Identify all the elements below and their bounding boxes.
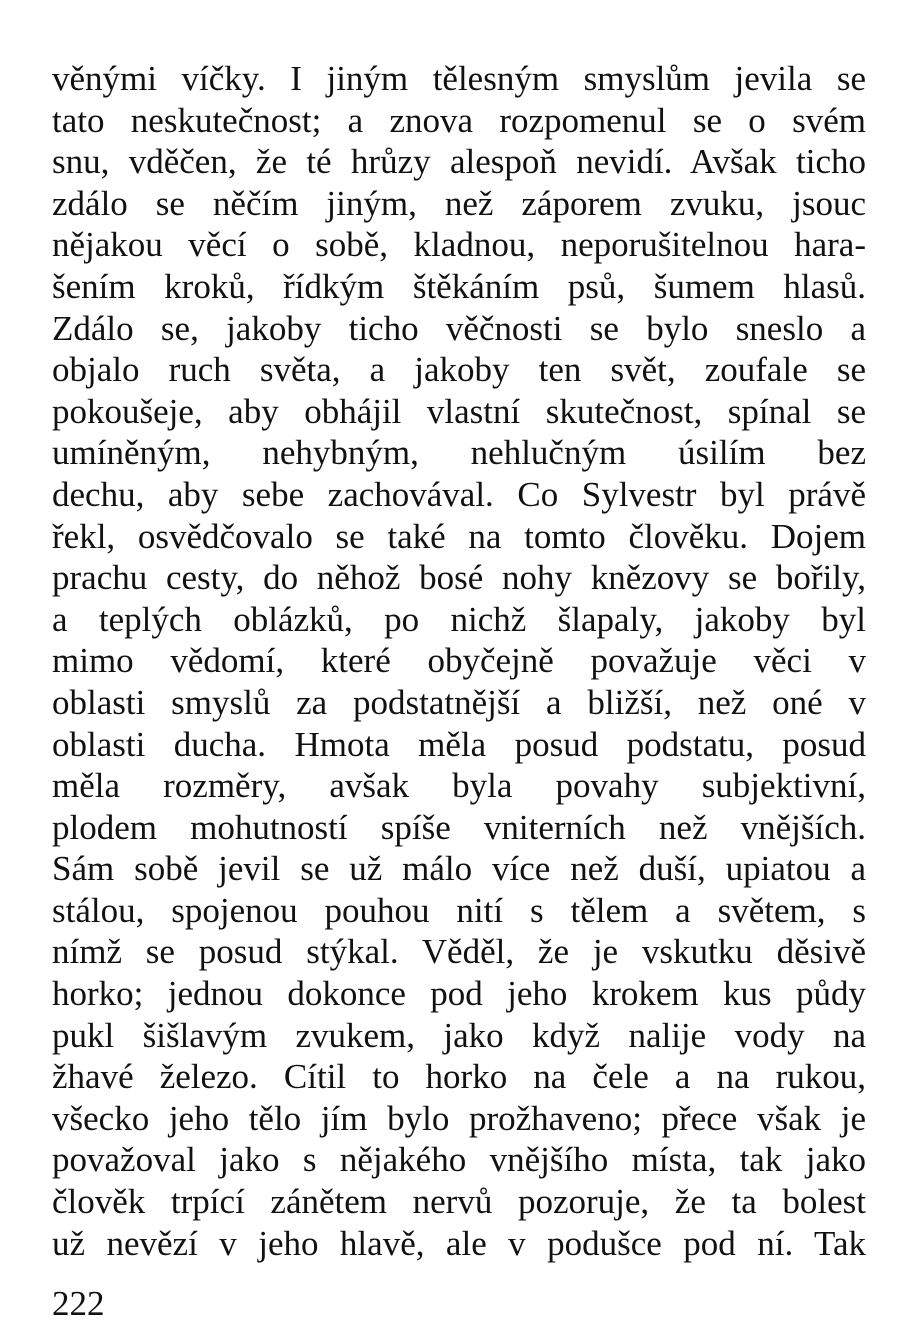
- text-line: plodem mohutností spíše vniterních než vnějších.: [52, 807, 866, 847]
- text-line: a teplých oblázků, po nichž šlapaly, jakoby byl: [52, 599, 866, 639]
- text-line: člověk trpící zánětem nervů pozoruje, že ta bolest: [52, 1182, 866, 1222]
- text-line: nímž se posud stýkal. Věděl, že je vskutku děsivě: [52, 932, 866, 972]
- text-line: stálou, spojenou pouhou nití s tělem a světem, s: [52, 890, 866, 930]
- text-line: pukl šišlavým zvukem, jako když nalije vody na: [52, 1015, 866, 1055]
- text-line: pokoušeje, aby obhájil vlastní skutečnost, spínal se: [52, 391, 866, 431]
- text-line: umíněným, nehybným, nehlučným úsilím bez: [52, 433, 866, 473]
- text-line: horko; jednou dokonce pod jeho krokem kus půdy: [52, 974, 866, 1014]
- page-number: 222: [52, 1284, 105, 1323]
- text-line: měla rozměry, avšak byla povahy subjektivní,: [52, 766, 866, 806]
- text-line: žhavé železo. Cítil to horko na čele a na rukou,: [52, 1057, 866, 1097]
- text-line: šením kroků, řídkým štěkáním psů, šumem hlasů.: [52, 266, 866, 306]
- text-line: snu, vděčen, že té hrůzy alespoň nevidí. Avšak ticho: [52, 142, 866, 182]
- text-line: všecko jeho tělo jím bylo prožhaveno; přece však je: [52, 1098, 866, 1138]
- text-line: tato neskutečnost; a znova rozpomenul se o svém: [52, 100, 866, 140]
- text-line: objalo ruch světa, a jakoby ten svět, zoufale se: [52, 350, 866, 390]
- text-line: zdálo se něčím jiným, než záporem zvuku, jsouc: [52, 183, 866, 223]
- text-line: oblasti smyslů za podstatnější a bližší, než oné v: [52, 682, 866, 722]
- text-line: Zdálo se, jakoby ticho věčnosti se bylo sneslo a: [52, 308, 866, 348]
- text-line: považoval jako s nějakého vnějšího místa, tak jako: [52, 1140, 866, 1180]
- text-line: věnými víčky. I jiným tělesným smyslům jevila se: [52, 59, 866, 98]
- text-line: mimo vědomí, které obyčejně považuje věci v: [52, 641, 866, 681]
- text-line: nějakou věcí o sobě, kladnou, neporušitelnou hara-: [52, 225, 866, 265]
- page-text-block: [52, 58, 866, 1264]
- text-line: řekl, osvědčovalo se také na tomto člověku. Dojem: [52, 516, 866, 556]
- text-line: Sám sobě jevil se už málo více než duší, upiatou a: [52, 849, 866, 889]
- text-line: už nevězí v jeho hlavě, ale v podušce pod ní. Tak: [52, 1223, 866, 1263]
- text-line: dechu, aby sebe zachovával. Co Sylvestr byl právě: [52, 474, 866, 514]
- text-line: oblasti ducha. Hmota měla posud podstatu, posud: [52, 724, 866, 764]
- text-line: prachu cesty, do něhož bosé nohy knězovy se bořily,: [52, 558, 866, 598]
